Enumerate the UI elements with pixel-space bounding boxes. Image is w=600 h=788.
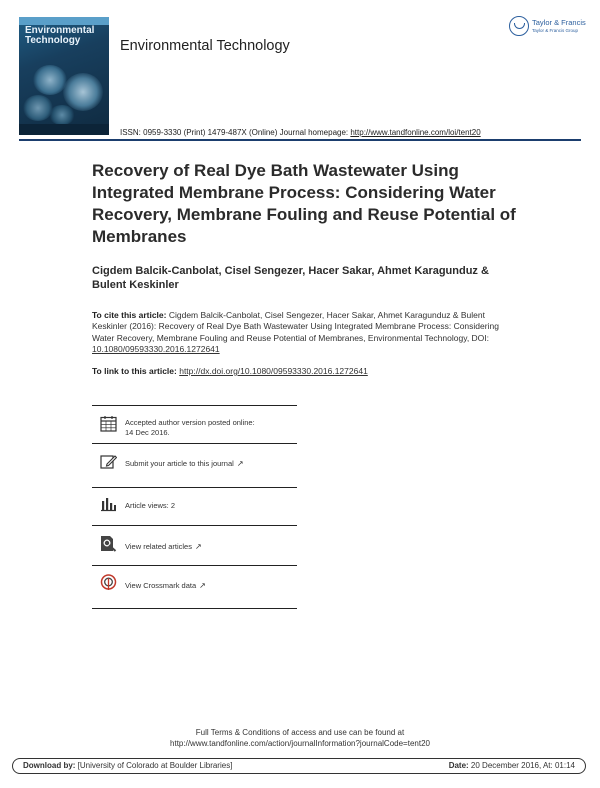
- article-link-line: [92, 366, 368, 376]
- crossmark-text: View Crossmark data: [125, 581, 197, 590]
- downloaded-by-label: Download by:: [23, 761, 76, 770]
- cover-art-blob: [33, 65, 67, 95]
- article-authors: Cigdem Balcik-Canbolat, Cisel Sengezer, Hacer Sakar, Ahmet Karagunduz & Bulent Keskinler: [92, 265, 489, 291]
- download-date-value: 20 December 2016, At: 01:14: [468, 761, 575, 770]
- downloaded-by: [23, 761, 232, 770]
- related-articles-link[interactable]: [125, 542, 295, 552]
- download-info-bar: [12, 758, 586, 774]
- related-search-icon: [100, 535, 117, 552]
- crossmark-link[interactable]: [125, 581, 295, 591]
- submit-article-link[interactable]: [125, 459, 295, 469]
- cover-art-blob: [49, 105, 75, 125]
- publisher-logo[interactable]: [509, 16, 585, 38]
- cover-title-line2: Technology: [25, 35, 81, 46]
- submit-article-text: Submit your article to this journal: [125, 459, 234, 468]
- edit-icon: [100, 453, 117, 470]
- calendar-icon: [100, 415, 117, 432]
- external-link-icon: ↗: [199, 581, 206, 590]
- panel-divider: [92, 487, 297, 488]
- download-date: [449, 761, 575, 770]
- issn-text: ISSN: 0959-3330 (Print) 1479-487X (Online) Journal homepage:: [120, 128, 351, 137]
- doi-link[interactable]: 10.1080/09593330.2016.1272641: [92, 344, 220, 355]
- terms-line1: Full Terms & Conditions of access and use can be found at: [195, 728, 405, 737]
- external-link-icon: ↗: [194, 542, 202, 551]
- cover-title: [25, 26, 94, 46]
- related-articles-text: View related articles: [125, 542, 192, 551]
- journal-name[interactable]: Environmental Technology: [120, 38, 290, 54]
- journal-homepage-link[interactable]: http://www.tandfonline.com/loi/tent20: [350, 128, 481, 137]
- panel-divider: [92, 608, 297, 609]
- citation-label: To cite this article:: [92, 310, 167, 320]
- external-link-icon: ↗: [236, 459, 244, 468]
- terms-footer: [0, 727, 600, 749]
- publisher-logo-line1: Taylor & Francis: [532, 18, 586, 27]
- cover-title-line1: Environmental: [25, 25, 95, 36]
- cover-art-blob: [63, 73, 103, 111]
- article-title: Recovery of Real Dye Bath Wastewater Using Integrated Membrane Process: Considering Water Recovery, Membrane Fouling and Reuse Potential of Membranes: [92, 161, 516, 246]
- terms-link[interactable]: http://www.tandfonline.com/action/journalInformation?journalCode=tent20: [170, 739, 430, 748]
- cover-footer-band: [19, 124, 109, 135]
- article-views-text: Article views: 2: [125, 501, 176, 510]
- citation-text: Cigdem Balcik-Canbolat, Cisel Sengezer, Hacer Sakar, Ahmet Karagunduz & Bulent Keskinler (2016): Recovery of Real Dye Bath Wastewater Using Integrated Membrane Process: Considering Water Recovery, Membrane Fouling and Reuse Potential of Membranes, Environmental Technology, DOI:: [92, 310, 499, 343]
- bar-chart-icon: [100, 495, 117, 512]
- journal-cover-image: [19, 17, 109, 135]
- panel-divider: [92, 405, 297, 406]
- issn-line: [120, 128, 481, 137]
- panel-divider: [92, 443, 297, 444]
- accepted-date-text: Accepted author version posted online: 14 Dec 2016.: [125, 418, 255, 437]
- panel-divider: [92, 525, 297, 526]
- crossmark-icon: [100, 574, 117, 591]
- header-divider: [19, 139, 581, 141]
- citation-block: [92, 310, 512, 356]
- article-link-label: To link to this article:: [92, 366, 180, 376]
- cover-top-band: [19, 17, 109, 25]
- downloaded-by-value: [University of Colorado at Boulder Libraries]: [75, 761, 233, 770]
- panel-divider: [92, 565, 297, 566]
- article-link-url[interactable]: http://dx.doi.org/10.1080/09593330.2016.1272641: [179, 366, 368, 376]
- publisher-logo-line2: Taylor & Francis Group: [532, 28, 579, 33]
- download-date-label: Date:: [448, 761, 469, 770]
- publisher-logo-icon: [509, 16, 529, 36]
